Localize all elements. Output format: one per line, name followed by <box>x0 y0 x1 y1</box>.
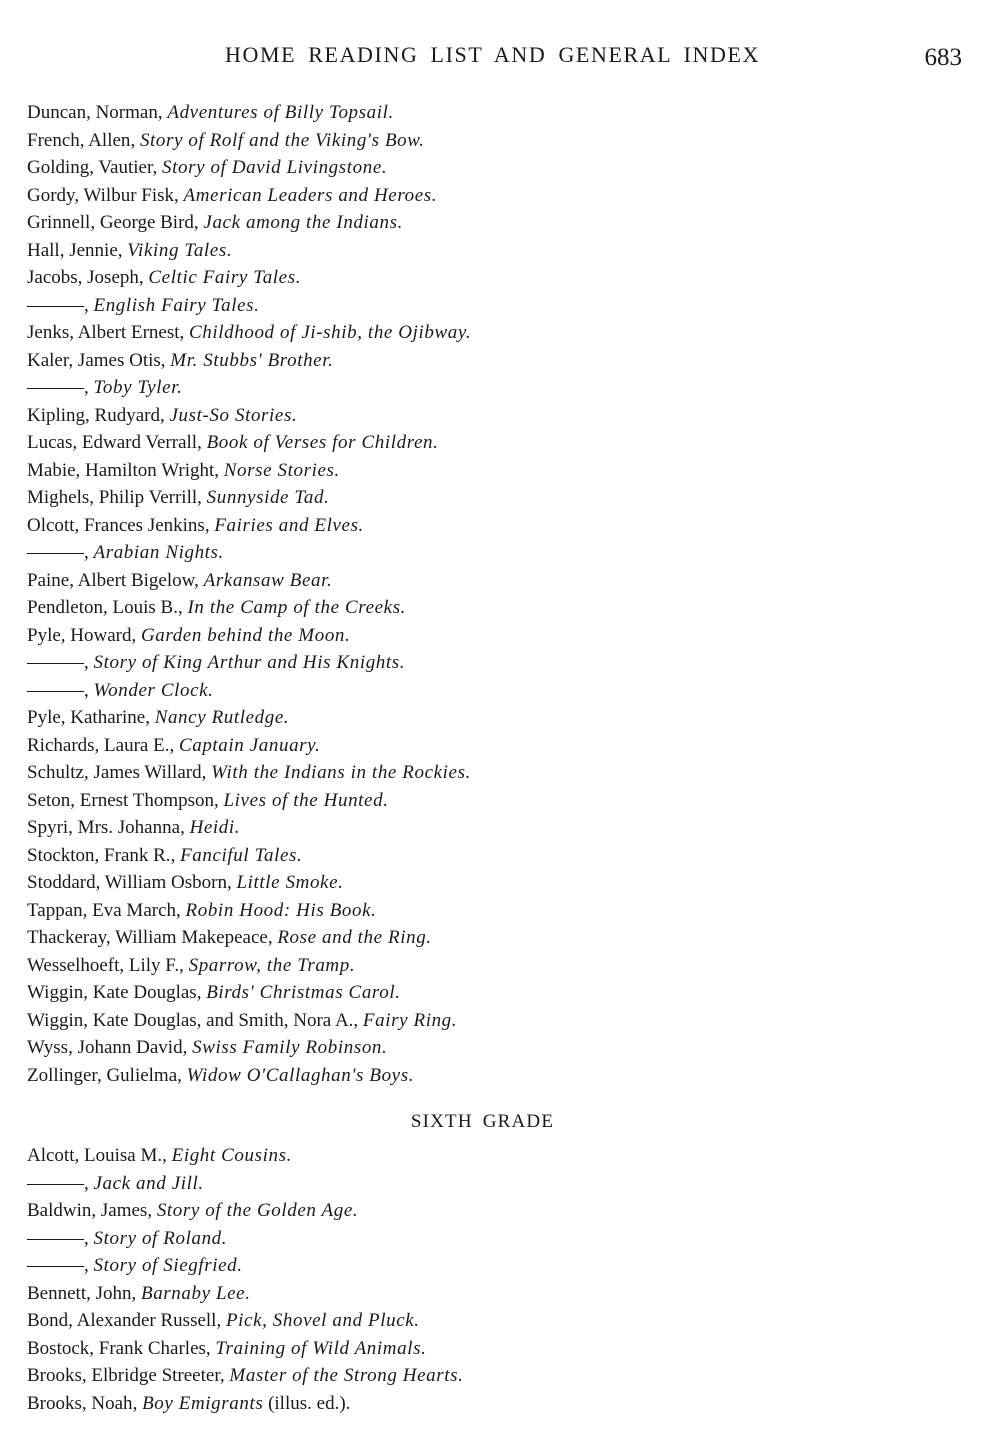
list-entry: Olcott, Frances Jenkins, Fairies and Elves. <box>27 514 364 536</box>
list-entry: ———, Story of King Arthur and His Knights. <box>27 652 406 673</box>
list-entry: Gordy, Wilbur Fisk, American Leaders and Heroes. <box>27 184 438 206</box>
entry-author: Mabie, Hamilton Wright <box>27 459 215 481</box>
entry-author: Kipling, Rudyard <box>27 404 160 426</box>
running-head: HOME READING LIST AND GENERAL INDEX <box>224 42 761 67</box>
page-header <box>0 40 1000 74</box>
entry-title: Story of Roland. <box>93 1227 228 1249</box>
entry-title: Master of the Strong Hearts. <box>229 1365 464 1386</box>
entry-title: Celtic Fairy Tales. <box>148 267 302 288</box>
entry-title: Sparrow, the Tramp. <box>188 954 356 976</box>
entry-author: Seton, Ernest Thompson <box>27 789 215 811</box>
entry-author: Stoddard, William Osborn <box>27 872 227 893</box>
entry-title: Arkansaw Bear. <box>203 569 333 591</box>
entry-title: In the Camp of the Creeks. <box>187 597 407 618</box>
entry-author: Mighels, Philip Verrill <box>27 487 198 508</box>
entry-author: ——— <box>27 652 84 673</box>
reading-list-sixth-grade <box>27 1142 967 1417</box>
entry-author: Brooks, Noah <box>27 1392 133 1414</box>
entry-title: Jack and Jill. <box>93 1172 204 1194</box>
entry-title: Adventures of Billy Topsail. <box>167 102 394 123</box>
entry-author: ——— <box>27 1255 84 1276</box>
list-entry: Paine, Albert Bigelow, Arkansaw Bear. <box>27 569 333 591</box>
entry-author: French, Allen <box>27 129 131 151</box>
entry-title: Birds' Christmas Carol. <box>206 982 401 1003</box>
list-entry: ———, Toby Tyler. <box>27 377 183 398</box>
entry-author: Olcott, Frances Jenkins <box>27 514 205 536</box>
entry-author: ——— <box>27 1172 84 1194</box>
entry-title: Norse Stories. <box>223 459 340 481</box>
entry-author: Golding, Vautier <box>27 157 153 178</box>
entry-title: Robin Hood: His Book. <box>185 899 377 921</box>
entry-author: Tappan, Eva March <box>27 899 177 921</box>
list-entry: Richards, Laura E., Captain January. <box>27 734 321 756</box>
entry-title: Mr. Stubbs' Brother. <box>170 349 334 371</box>
list-entry: Thackeray, William Makepeace, Rose and the Ring. <box>27 927 432 948</box>
entry-title: Heidi. <box>189 817 241 838</box>
list-entry: Alcott, Louisa M., Eight Cousins. <box>27 1145 292 1166</box>
entry-author: Wyss, Johann David <box>27 1037 183 1058</box>
entry-title: Little Smoke. <box>236 872 344 893</box>
entry-author: Alcott, Louisa M. <box>27 1145 163 1166</box>
list-entry: Brooks, Elbridge Streeter, Master of the Strong Hearts. <box>27 1365 464 1386</box>
list-entry: Seton, Ernest Thompson, Lives of the Hunted. <box>27 789 389 811</box>
entry-author: Spyri, Mrs. Johanna <box>27 817 181 838</box>
list-entry: Bennett, John, Barnaby Lee. <box>27 1282 251 1304</box>
entry-title: Childhood of Ji-shib, the Ojibway. <box>189 322 472 343</box>
entry-author: Richards, Laura E. <box>27 734 170 756</box>
entry-author: Stockton, Frank R. <box>27 844 171 866</box>
list-entry: Mabie, Hamilton Wright, Norse Stories. <box>27 459 340 481</box>
section-heading: SIXTH GRADE <box>410 1111 555 1132</box>
entry-author: ——— <box>27 542 84 563</box>
entry-title: Just-So Stories. <box>169 404 298 426</box>
entry-title: Story of King Arthur and His Knights. <box>93 652 406 673</box>
entry-author: Gordy, Wilbur Fisk <box>27 184 175 206</box>
reading-list-fifth-grade-continued <box>27 99 967 1089</box>
list-entry: French, Allen, Story of Rolf and the Viking's Bow. <box>27 129 425 151</box>
entry-author: Pendleton, Louis B. <box>27 597 178 618</box>
list-entry: ———, Story of Roland. <box>27 1227 228 1249</box>
entry-title: American Leaders and Heroes. <box>183 184 438 206</box>
list-entry: Pendleton, Louis B., In the Camp of the Creeks. <box>27 597 407 618</box>
list-entry: ———, Story of Siegfried. <box>27 1255 243 1276</box>
entry-author: Pyle, Katharine <box>27 707 146 728</box>
entry-author: ——— <box>27 377 84 398</box>
list-entry: Jenks, Albert Ernest, Childhood of Ji-shib, the Ojibway. <box>27 322 472 343</box>
entry-title: Barnaby Lee. <box>141 1282 251 1304</box>
list-entry: Pyle, Katharine, Nancy Rutledge. <box>27 707 290 728</box>
entry-title: Nancy Rutledge. <box>154 707 290 728</box>
entry-author: Lucas, Edward Verrall <box>27 432 198 453</box>
list-entry: Wiggin, Kate Douglas, Birds' Christmas Carol. <box>27 982 401 1003</box>
entry-suffix: (illus. ed.). <box>263 1392 351 1414</box>
entry-title: Pick, Shovel and Pluck. <box>225 1310 420 1331</box>
entry-title: Boy Emigrants <box>142 1392 264 1414</box>
list-entry: Jacobs, Joseph, Celtic Fairy Tales. <box>27 267 302 288</box>
entry-author: Zollinger, Gulielma <box>27 1064 178 1086</box>
entry-author: Wesselhoeft, Lily F. <box>27 954 180 976</box>
entry-author: Wiggin, Kate Douglas, and Smith, Nora A. <box>27 1009 354 1031</box>
entry-author: Pyle, Howard <box>27 624 132 646</box>
list-entry: Baldwin, James, Story of the Golden Age. <box>27 1200 359 1221</box>
list-entry: Stoddard, William Osborn, Little Smoke. <box>27 872 344 893</box>
entry-title: With the Indians in the Rockies. <box>211 762 471 783</box>
entry-title: Rose and the Ring. <box>277 927 432 948</box>
list-entry: Wiggin, Kate Douglas, and Smith, Nora A., Fairy Ring. <box>27 1009 458 1031</box>
list-entry: Kaler, James Otis, Mr. Stubbs' Brother. <box>27 349 334 371</box>
entry-title: Story of the Golden Age. <box>156 1200 359 1221</box>
entry-title: Garden behind the Moon. <box>140 624 351 646</box>
entry-author: Wiggin, Kate Douglas <box>27 982 197 1003</box>
list-entry: ———, Arabian Nights. <box>27 542 224 563</box>
entry-author: Hall, Jennie <box>27 239 118 261</box>
entry-author: ——— <box>27 294 84 316</box>
list-entry: Hall, Jennie, Viking Tales. <box>27 239 233 261</box>
list-entry: Duncan, Norman, Adventures of Billy Topsail. <box>27 102 394 123</box>
list-entry: ———, Wonder Clock. <box>27 679 214 701</box>
entry-title: Fairy Ring. <box>362 1009 458 1031</box>
entry-title: Captain January. <box>178 734 321 756</box>
list-entry: Grinnell, George Bird, Jack among the Indians. <box>27 212 403 233</box>
list-entry: ———, English Fairy Tales. <box>27 294 260 316</box>
entry-author: Baldwin, James <box>27 1200 148 1221</box>
entry-title: Story of Siegfried. <box>93 1255 243 1276</box>
entry-title: Lives of the Hunted. <box>223 789 389 811</box>
page-number: 683 <box>924 44 962 71</box>
entry-author: ——— <box>27 679 84 701</box>
entry-author: ——— <box>27 1227 84 1249</box>
list-entry: Bond, Alexander Russell, Pick, Shovel and Pluck. <box>27 1310 420 1331</box>
list-entry: Wyss, Johann David, Swiss Family Robinson. <box>27 1037 388 1058</box>
list-entry: Lucas, Edward Verrall, Book of Verses for Children. <box>27 432 439 453</box>
entry-title: Toby Tyler. <box>93 377 183 398</box>
entry-author: Jenks, Albert Ernest <box>27 322 180 343</box>
list-entry: Schultz, James Willard, With the Indians in the Rockies. <box>27 762 471 783</box>
list-entry: Kipling, Rudyard, Just-So Stories. <box>27 404 298 426</box>
entry-author: Bond, Alexander Russell <box>27 1310 217 1331</box>
entry-author: Brooks, Elbridge Streeter <box>27 1365 220 1386</box>
entry-title: Eight Cousins. <box>171 1145 292 1166</box>
entry-title: Wonder Clock. <box>93 679 214 701</box>
list-entry: Pyle, Howard, Garden behind the Moon. <box>27 624 351 646</box>
entry-author: Paine, Albert Bigelow <box>27 569 195 591</box>
entry-author: Kaler, James Otis <box>27 349 161 371</box>
entry-author: Schultz, James Willard <box>27 762 202 783</box>
entry-title: English Fairy Tales. <box>93 294 260 316</box>
list-entry: ———, Jack and Jill. <box>27 1172 204 1194</box>
entry-title: Fairies and Elves. <box>214 514 364 536</box>
entry-author: Grinnell, George Bird <box>27 212 194 233</box>
list-entry: Spyri, Mrs. Johanna, Heidi. <box>27 817 241 838</box>
entry-title: Swiss Family Robinson. <box>192 1037 388 1058</box>
entry-title: Arabian Nights. <box>93 542 224 563</box>
entry-title: Story of Rolf and the Viking's Bow. <box>139 129 425 151</box>
entry-author: Bostock, Frank Charles <box>27 1337 206 1359</box>
list-entry: Golding, Vautier, Story of David Livingstone. <box>27 157 388 178</box>
list-entry: Tappan, Eva March, Robin Hood: His Book. <box>27 899 377 921</box>
entry-title: Sunnyside Tad. <box>206 487 330 508</box>
entry-author: Thackeray, William Makepeace <box>27 927 268 948</box>
entry-author: Bennett, John <box>27 1282 132 1304</box>
entry-title: Story of David Livingstone. <box>162 157 388 178</box>
entry-author: Jacobs, Joseph <box>27 267 139 288</box>
list-entry: Wesselhoeft, Lily F., Sparrow, the Tramp. <box>27 954 356 976</box>
list-entry: Mighels, Philip Verrill, Sunnyside Tad. <box>27 487 330 508</box>
entry-author: Duncan, Norman <box>27 102 158 123</box>
entry-title: Jack among the Indians. <box>203 212 403 233</box>
entry-title: Fanciful Tales. <box>180 844 303 866</box>
list-entry: Zollinger, Gulielma, Widow O'Callaghan's Boys. <box>27 1064 415 1086</box>
entry-title: Widow O'Callaghan's Boys. <box>186 1064 415 1086</box>
list-entry: Stockton, Frank R., Fanciful Tales. <box>27 844 303 866</box>
entry-title: Training of Wild Animals. <box>215 1337 427 1359</box>
list-entry: Brooks, Noah, Boy Emigrants (illus. ed.). <box>27 1392 351 1414</box>
list-entry: Bostock, Frank Charles, Training of Wild Animals. <box>27 1337 427 1359</box>
entry-title: Book of Verses for Children. <box>206 432 439 453</box>
entry-title: Viking Tales. <box>127 239 233 261</box>
